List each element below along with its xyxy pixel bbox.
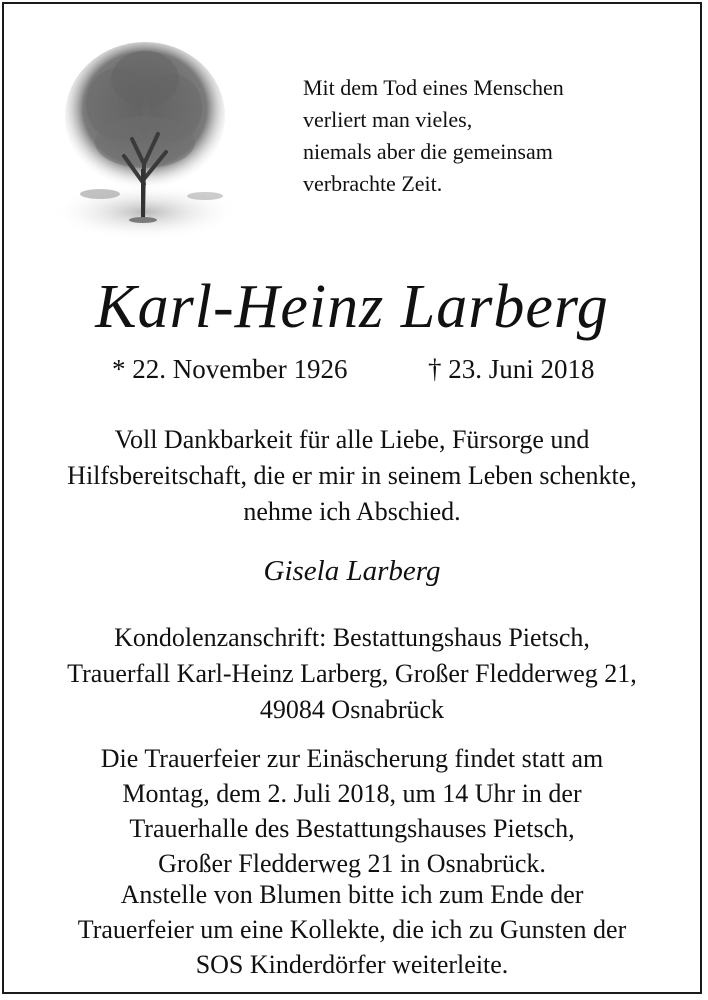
donation-paragraph <box>0 877 704 982</box>
tree-icon <box>40 34 240 254</box>
donation-line: SOS Kinderdörfer weiterleite. <box>195 950 509 979</box>
donation-line: Trauerfeier um eine Kollekte, die ich zu Gunsten der <box>77 915 627 944</box>
donation-line: Anstelle von Blumen bitte ich zum Ende der <box>120 880 584 909</box>
birth-date: * 22. November 1926 <box>112 354 348 384</box>
ceremony-line: Trauerhalle des Bestattungshauses Pietsch, <box>129 814 575 843</box>
address-line: Trauerfall Karl-Heinz Larberg, Großer Fledderweg 21, <box>67 659 637 688</box>
quote-line: verliert man vieles, <box>303 107 473 132</box>
address-line: 49084 Osnabrück <box>259 695 445 724</box>
thanks-line: Voll Dankbarkeit für alle Liebe, Fürsorge und <box>114 425 590 454</box>
signer-name: Gisela Larberg <box>263 555 441 587</box>
thanks-paragraph <box>0 422 704 530</box>
ceremony-line: Die Trauerfeier zur Einäscherung findet statt am <box>100 744 604 773</box>
condolence-address <box>0 620 704 728</box>
quote-text <box>303 72 663 200</box>
quote-line: verbrachte Zeit. <box>303 171 443 196</box>
ceremony-line: Großer Fledderweg 21 in Osnabrück. <box>158 849 546 878</box>
deceased-name: Karl-Heinz Larberg <box>95 273 609 341</box>
quote-line: Mit dem Tod eines Menschen <box>303 75 564 100</box>
address-line: Kondolenzanschrift: Bestattungshaus Pietsch, <box>114 623 590 652</box>
ceremony-paragraph <box>0 741 704 881</box>
death-date: † 23. Juni 2018 <box>428 354 595 384</box>
ceremony-line: Montag, dem 2. Juli 2018, um 14 Uhr in der <box>122 779 582 808</box>
quote-line: niemals aber die gemeinsam <box>303 139 553 164</box>
thanks-line: Hilfsbereitschaft, die er mir in seinem Leben schenkte, <box>67 461 637 490</box>
thanks-line: nehme ich Abschied. <box>243 497 461 526</box>
